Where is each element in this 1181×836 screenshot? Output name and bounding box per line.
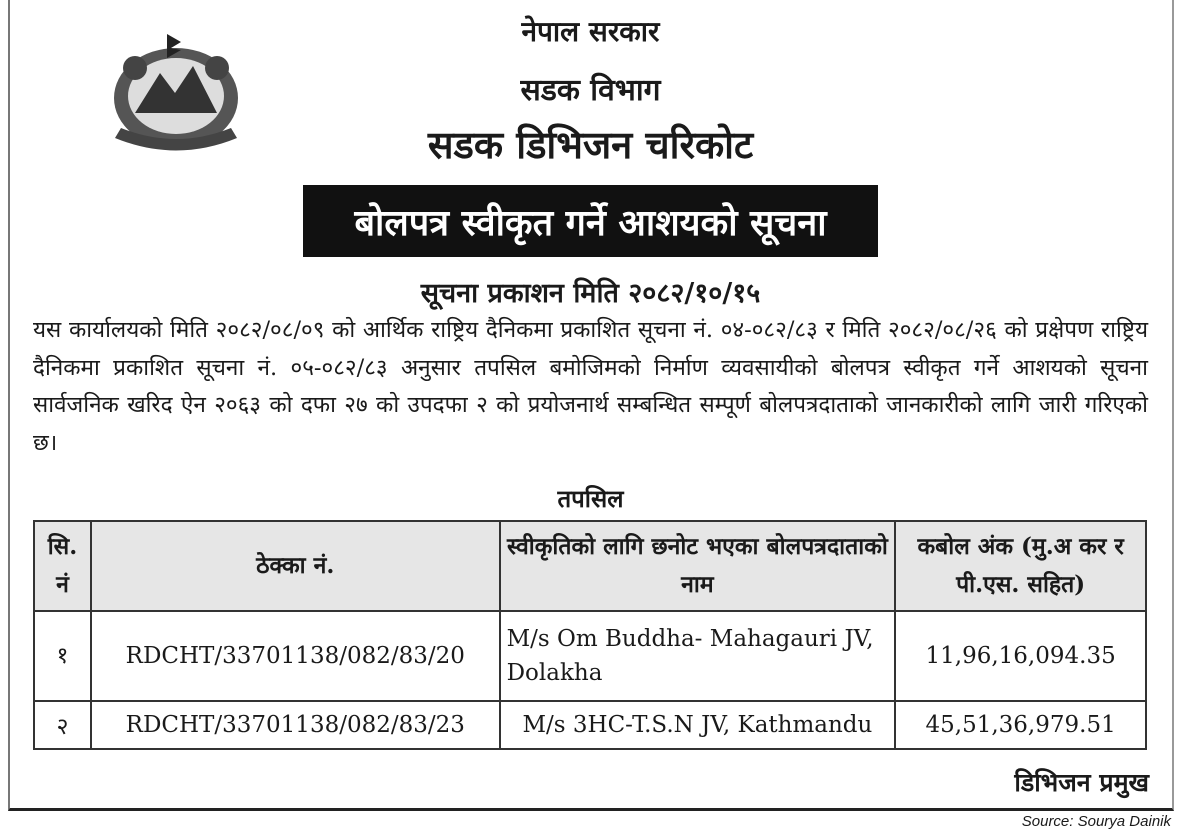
header-contract: ठेक्का नं. [91,521,500,611]
cell-amount: 45,51,36,979.51 [895,701,1146,749]
bid-table [33,520,1147,750]
notice-body: यस कार्यालयको मिति २०८२/०८/०९ को आर्थिक राष्ट्रिय दैनिकमा प्रकाशित सूचना नं. ०४-०८२/८३ र मिति २०८२/०८/२६ को प्रक्षेपण राष्ट्रिय दैनिकमा प्रकाशित सूचना नं. ०५-०८२/८३ अनुसार तपसिल बमोजिमको निर्माण व्यवसायीको बोलपत्र स्वीकृत गर्ने आशयको सूचना सार्वजनिक खरिद ऐन २०६३ को दफा २७ को उपदफा २ को प्रयोजनार्थ सम्बन्धित सम्पूर्ण बोलपत्रदाताको जानकारीको लागि जारी गरिएको छ। [33,317,1148,456]
cell-contract: RDCHT/33701138/082/83/20 [91,611,500,701]
table-header-row [34,521,1146,611]
department-title: सडक विभाग [520,73,661,108]
source-credit: Source: Sourya Dainik [1021,813,1171,830]
header-bidder: स्वीकृतिको लागि छनोट भएका बोलपत्रदाताको नाम [500,521,896,611]
government-title: नेपाल सरकार [521,15,660,48]
office-title: सडक डिभिजन चरिकोट [427,122,754,167]
header-sn: सि. नं [34,521,91,611]
table-row [34,611,1146,701]
cell-sn: २ [34,701,91,749]
header-amount: कबोल अंक (मु.अ कर र पी.एस. सहित) [895,521,1146,611]
cell-sn: १ [34,611,91,701]
notice-title-banner [303,185,878,257]
cell-bidder: M/s Om Buddha- Mahagauri JV, Dolakha [500,611,896,701]
table-row [34,701,1146,749]
publication-date: सूचना प्रकाशन मिति २०८२/१०/१५ [420,278,761,309]
cell-contract: RDCHT/33701138/082/83/23 [91,701,500,749]
cell-amount: 11,96,16,094.35 [895,611,1146,701]
signatory: डिभिजन प्रमुख [1014,768,1149,797]
notice-title: बोलपत्र स्वीकृत गर्ने आशयको सूचना [354,201,827,244]
cell-bidder: M/s 3HC-T.S.N JV, Kathmandu [500,701,896,749]
table-caption: तपसिल [557,484,624,513]
